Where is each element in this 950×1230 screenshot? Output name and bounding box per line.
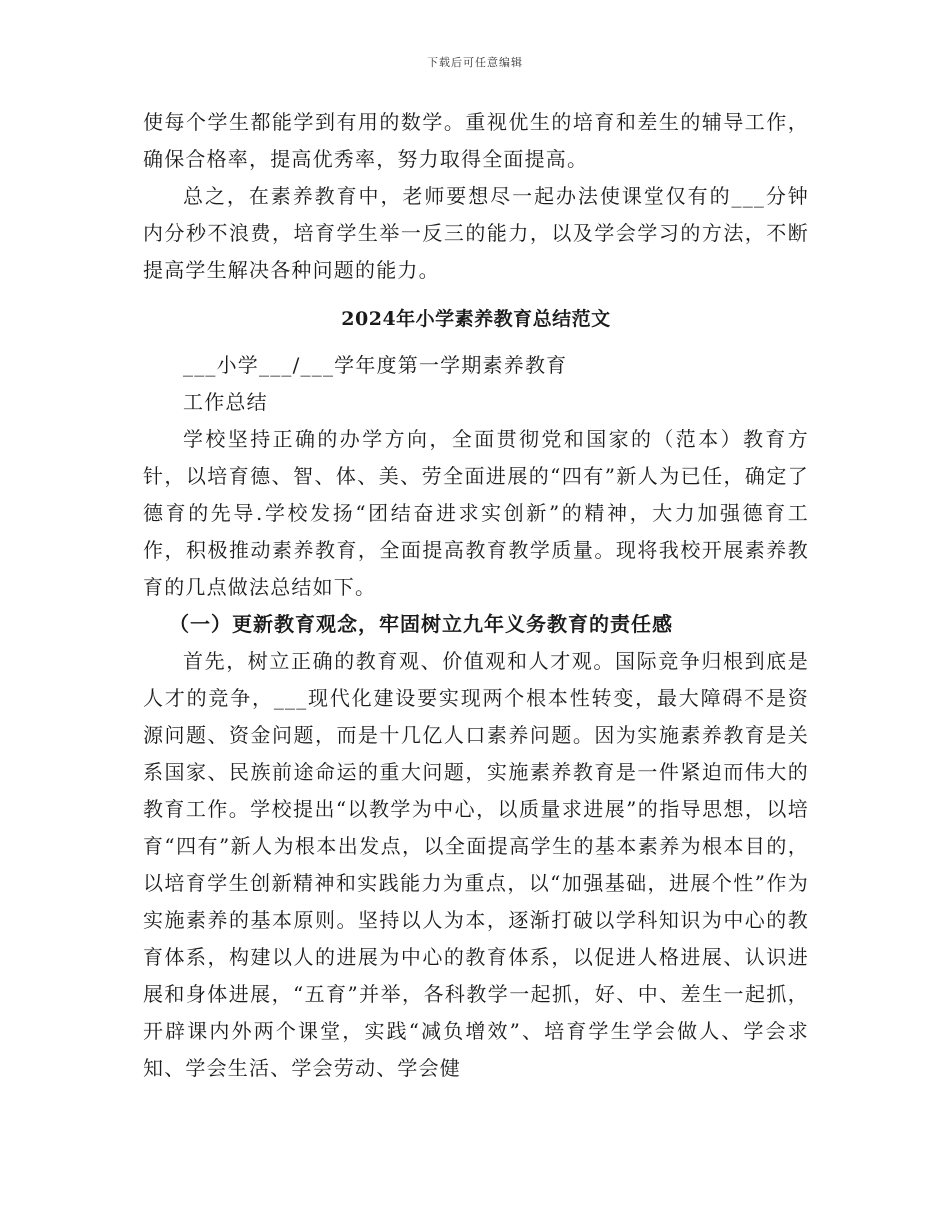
paragraph-conclusion: 总之，在素养教育中，老师要想尽一起办法使课堂仅有的___分钟内分秒不浪费，培育学生举一反三的能力，以及学会学习的方法，不断提高学生解决各种问题的能力。 (143, 184, 809, 282)
paragraph-intro: 学校坚持正确的办学方向，全面贯彻党和国家的（范本）教育方针，以培育德、智、体、美、劳全面进展的“四有”新人为已任，确定了德育的先导.学校发扬“团结奋进求实创新”的精神，大力加强德育工作，积极推动素养教育，全面提高教育教学质量。现将我校开展素养教育的几点做法总结如下。 (143, 427, 809, 599)
paragraph-school-year: ___小学___/___学年度第一学期素养教育 (183, 353, 568, 377)
document-title: 2024年小学素养教育总结范文 (341, 308, 611, 330)
paragraph-section-1-body: 首先，树立正确的教育观、价值观和人才观。国际竞争归根到底是人才的竞争，___现代化建设要实现两个根本性转变，最大障碍不是资源问题、资金问题，而是十几亿人口素养问题。因为实施素养教育是关系国家、民族前途命运的重大问题，实施素养教育是一件紧迫而伟大的教育工作。学校提出“以教学为中心，以质量求进展”的指导思想，以培育“四有”新人为根本出发点，以全面提高学生的基本素养为根本目的，以培育学生创新精神和实践能力为重点，以“加强基础，进展个性”作为实施素养的基本原则。坚持以人为本，逐渐打破以学科知识为中心的教育体系，构建以人的进展为中心的教育体系，以促进人格进展、认识进展和身体进展，“五育”并举，各科教学一起抓，好、中、差生一起抓，开辟课内外两个课堂，实践“减负增效”、培育学生学会做人、学会求知、学会生活、学会劳动、学会健 (143, 649, 809, 1080)
section-heading-1: （一）更新教育观念，牢固树立九年义务教育的责任感 (169, 612, 673, 636)
page-header-note: 下载后可任意编辑 (427, 56, 523, 69)
paragraph-continuation: 使每个学生都能学到有用的数学。重视优生的培育和差生的辅导工作，确保合格率，提高优秀率，努力取得全面提高。 (143, 110, 809, 171)
paragraph-work-summary: 工作总结 (183, 390, 268, 414)
document-body (143, 104, 809, 1087)
